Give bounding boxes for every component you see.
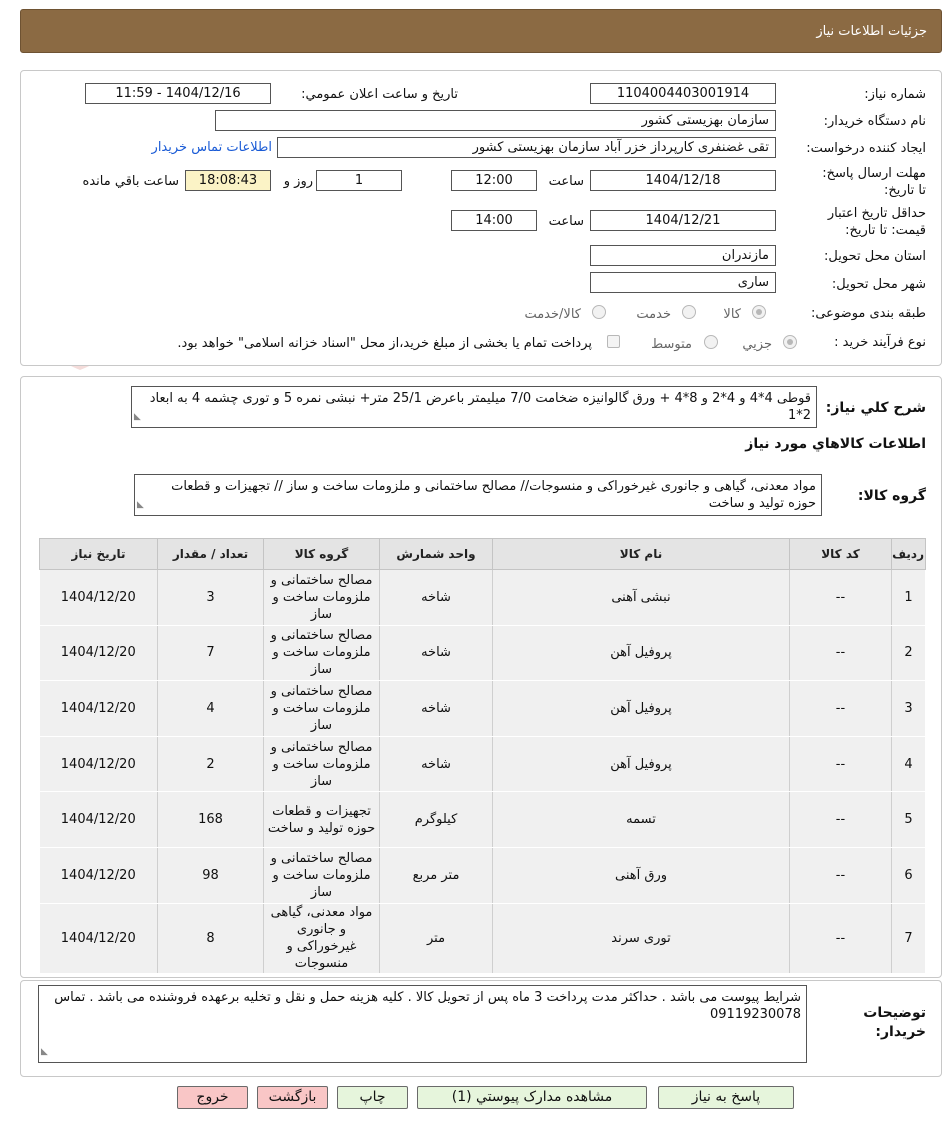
- cell-unit: شاخه: [380, 681, 493, 737]
- city-field: ساری: [590, 272, 776, 293]
- print-button[interactable]: چاپ: [337, 1086, 408, 1109]
- need-number-label: شماره نیاز:: [864, 87, 926, 102]
- table-row: [40, 792, 926, 848]
- province-label: استان محل تحويل:: [824, 249, 926, 264]
- cell-qty: 3: [158, 570, 264, 626]
- days-remaining-field: 1: [316, 170, 402, 191]
- description-textarea[interactable]: [131, 386, 817, 428]
- cell-group: مواد معدنی، گیاهی و جانوری غیرخوراکی و منسوجات: [264, 903, 380, 973]
- goods-group-label: گروه کالا:: [857, 488, 926, 504]
- cell-name: تسمه: [493, 792, 790, 848]
- cell-name: پروفیل آهن: [493, 681, 790, 737]
- cell-row: 2: [892, 625, 926, 681]
- cell-row: 7: [892, 903, 926, 973]
- cell-name: توری سرند: [493, 903, 790, 973]
- exit-button[interactable]: خروج: [177, 1086, 248, 1109]
- cell-qty: 98: [158, 847, 264, 903]
- remaining-time-field: 18:08:43: [185, 170, 271, 191]
- days-label: روز و: [283, 174, 313, 189]
- cell-unit: شاخه: [380, 736, 493, 792]
- buyer-field: سازمان بهزیستی کشور: [215, 110, 776, 131]
- cell-row: 6: [892, 847, 926, 903]
- items-table: [39, 538, 926, 974]
- radio-goods-service-label: کالا/خدمت: [524, 307, 581, 322]
- col-header-unit: واحد شمارش: [380, 539, 493, 570]
- validity-date-field: 1404/12/21: [590, 210, 776, 231]
- radio-service-label: خدمت: [636, 307, 671, 322]
- resize-grip-icon[interactable]: ◢: [134, 412, 141, 422]
- cell-qty: 168: [158, 792, 264, 848]
- cell-row: 5: [892, 792, 926, 848]
- table-row: [40, 903, 926, 973]
- cell-unit: کیلوگرم: [380, 792, 493, 848]
- buyer-contact-link[interactable]: اطلاعات تماس خريدار: [151, 140, 272, 155]
- cell-name: پروفیل آهن: [493, 736, 790, 792]
- description-text: قوطی 4*4 و 4*2 و 8*4 + ورق گالوانیزه ضخامت 7/0 میلیمتر باعرض 25/1 متر+ نبشی نمره 5 و توری چشمه 4 به ابعاد 2*1: [149, 391, 811, 423]
- cell-code: --: [790, 903, 892, 973]
- cell-name: ورق آهنی: [493, 847, 790, 903]
- province-field: مازندران: [590, 245, 776, 266]
- cell-name: پروفیل آهن: [493, 625, 790, 681]
- creator-field: تقی غضنفری کارپرداز خزر آباد سازمان بهزیستی کشور: [277, 137, 776, 158]
- need-number-field: 1104004403001914: [590, 83, 776, 104]
- col-header-row: رديف: [892, 539, 926, 570]
- col-header-qty: تعداد / مقدار: [158, 539, 264, 570]
- radio-minor-label: جزيي: [742, 337, 772, 352]
- radio-medium[interactable]: [704, 335, 718, 349]
- cell-date: 1404/12/20: [40, 847, 158, 903]
- radio-goods-label: کالا: [723, 307, 741, 322]
- goods-section-title: اطلاعات کالاهاي مورد نياز: [745, 436, 926, 452]
- cell-date: 1404/12/20: [40, 625, 158, 681]
- city-label: شهر محل تحويل:: [831, 277, 926, 292]
- cell-group: مصالح ساختمانی و ملزومات ساخت و ساز: [264, 625, 380, 681]
- cell-unit: شاخه: [380, 570, 493, 626]
- cell-group: مصالح ساختمانی و ملزومات ساخت و ساز: [264, 570, 380, 626]
- cell-code: --: [790, 847, 892, 903]
- announce-datetime-field: 1404/12/16 - 11:59: [85, 83, 271, 104]
- cell-group: تجهیزات و قطعات حوزه تولید و ساخت: [264, 792, 380, 848]
- cell-unit: شاخه: [380, 625, 493, 681]
- table-header-row: [40, 539, 926, 570]
- radio-medium-label: متوسط: [651, 337, 692, 352]
- goods-group-text: مواد معدنی، گیاهی و جانوری غیرخوراکی و منسوجات// مصالح ساختمانی و ملزومات ساخت و ساز // تجهیزات و قطعات حوزه تولید و ساخت: [171, 479, 816, 511]
- cell-code: --: [790, 681, 892, 737]
- creator-label: ايجاد کننده درخواست:: [806, 141, 926, 156]
- deadline-date-field: 1404/12/18: [590, 170, 776, 191]
- cell-code: --: [790, 736, 892, 792]
- page-header: [20, 9, 942, 53]
- radio-goods-service[interactable]: [592, 305, 606, 319]
- cell-date: 1404/12/20: [40, 681, 158, 737]
- announce-label: تاریخ و ساعت اعلان عمومي:: [301, 87, 458, 102]
- cell-date: 1404/12/20: [40, 736, 158, 792]
- cell-date: 1404/12/20: [40, 792, 158, 848]
- cell-qty: 7: [158, 625, 264, 681]
- buyer-notes-text: شرایط پیوست می باشد . حداکثر مدت پرداخت 3 ماه پس از تحویل کالا . کلیه هزینه حمل و نقل و تخلیه برعهده فروشنده می باشد . تماس 09119230078: [54, 990, 801, 1022]
- treasury-note: پرداخت تمام یا بخشی از مبلغ خرید،از محل "اسناد خزانه اسلامی" خواهد بود.: [177, 336, 592, 351]
- cell-code: --: [790, 570, 892, 626]
- radio-minor[interactable]: [783, 335, 797, 349]
- process-label: نوع فرآيند خريد :: [834, 335, 926, 350]
- col-header-name: نام کالا: [493, 539, 790, 570]
- remaining-label: ساعت باقي مانده: [82, 174, 179, 189]
- cell-code: --: [790, 792, 892, 848]
- deadline-time-label: ساعت: [548, 174, 584, 189]
- cell-group: مصالح ساختمانی و ملزومات ساخت و ساز: [264, 681, 380, 737]
- cell-row: 1: [892, 570, 926, 626]
- page-title: جزئیات اطلاعات نیاز: [816, 24, 927, 39]
- table-row: [40, 625, 926, 681]
- cell-qty: 4: [158, 681, 264, 737]
- buyer-label: نام دستگاه خريدار:: [823, 114, 926, 129]
- table-row: [40, 681, 926, 737]
- cell-qty: 2: [158, 736, 264, 792]
- deadline-time-field: 12:00: [451, 170, 537, 191]
- cell-unit: متر مربع: [380, 847, 493, 903]
- description-label: شرح کلي نياز:: [825, 400, 926, 416]
- col-header-group: گروه کالا: [264, 539, 380, 570]
- cell-date: 1404/12/20: [40, 570, 158, 626]
- deadline-label: مهلت ارسال پاسخ: تا تاریخ:: [822, 166, 926, 198]
- cell-group: مصالح ساختمانی و ملزومات ساخت و ساز: [264, 736, 380, 792]
- cell-name: نبشی آهنی: [493, 570, 790, 626]
- cell-row: 4: [892, 736, 926, 792]
- radio-service[interactable]: [682, 305, 696, 319]
- back-button[interactable]: بازگشت: [257, 1086, 328, 1109]
- cell-date: 1404/12/20: [40, 903, 158, 973]
- goods-group-textarea[interactable]: [134, 474, 822, 516]
- buyer-notes-textarea[interactable]: [38, 985, 807, 1063]
- category-label: طبقه بندی موضوعی:: [810, 306, 926, 321]
- treasury-checkbox[interactable]: [607, 335, 620, 348]
- cell-row: 3: [892, 681, 926, 737]
- buyer-notes-label: توضيحات خريدار:: [863, 1005, 926, 1040]
- table-row: [40, 570, 926, 626]
- validity-time-field: 14:00: [451, 210, 537, 231]
- table-row: [40, 847, 926, 903]
- resize-grip-icon[interactable]: ◢: [41, 1047, 48, 1057]
- cell-unit: متر: [380, 903, 493, 973]
- cell-code: --: [790, 625, 892, 681]
- validity-time-label: ساعت: [548, 214, 584, 229]
- view-attachments-button[interactable]: مشاهده مدارک پيوستي (1): [417, 1086, 647, 1109]
- table-row: [40, 736, 926, 792]
- cell-group: مصالح ساختمانی و ملزومات ساخت و ساز: [264, 847, 380, 903]
- resize-grip-icon[interactable]: ◢: [137, 500, 144, 510]
- validity-label: حداقل تاريخ اعتبار قيمت: تا تاريخ:: [827, 206, 926, 238]
- reply-button[interactable]: پاسخ به نياز: [658, 1086, 794, 1109]
- col-header-code: کد کالا: [790, 539, 892, 570]
- radio-goods[interactable]: [752, 305, 766, 319]
- cell-qty: 8: [158, 903, 264, 973]
- col-header-date: تاريخ نياز: [40, 539, 158, 570]
